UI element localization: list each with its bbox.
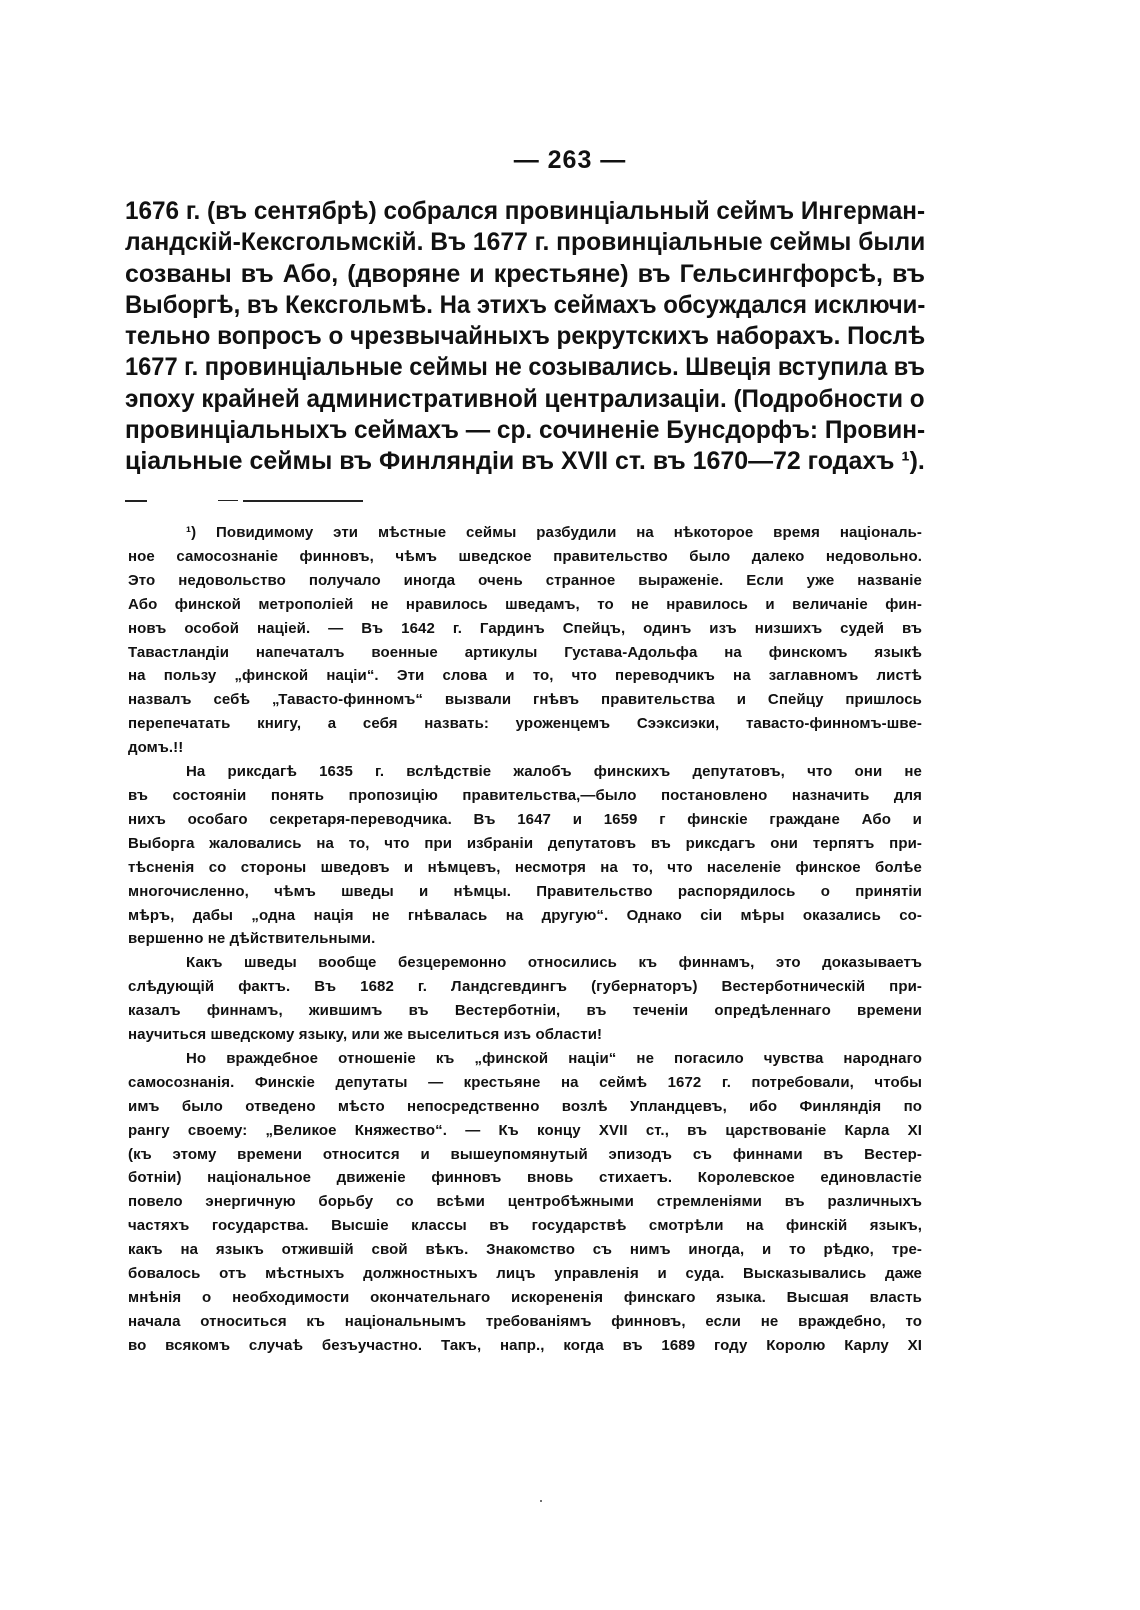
footnote-line: ¹) Повидимому эти мѣстные сеймы разбудили на нѣкоторое время національ- xyxy=(186,524,922,541)
footnote-separator xyxy=(218,500,238,501)
footnote-line: На риксдагѣ 1635 г. вслѣдствіе жалобъ финскихъ депутатовъ, что они не xyxy=(186,763,922,781)
footnote-line: назвалъ себѣ „Таваcто-финномъ“ вызвали гнѣвъ правительства и Спейцу пришлось xyxy=(128,691,922,709)
footnote-line: какъ на языкъ отжившій свой вѣкъ. Знакомство съ нимъ иногда, и то рѣдко, тре- xyxy=(128,1241,922,1259)
print-speck xyxy=(540,1500,542,1502)
footnote-line: рангу своему: „Великое Княжество“. — Къ концу XVII ст., въ царствованіе Карла XI xyxy=(128,1121,922,1139)
footnote-line: частяхъ государства. Высшіе классы въ государствѣ смотрѣли на финскій языкъ, xyxy=(128,1217,922,1235)
footnote-line: самосознанія. Финскіе депутаты — крестьяне на сеймѣ 1672 г. потребовали, чтобы xyxy=(128,1073,922,1091)
main-line: 1677 г. провинціальные сеймы не созывались. Швеція вступила въ xyxy=(125,353,925,382)
main-text xyxy=(125,196,925,478)
footnote-line: новъ особой націей. — Въ 1642 г. Гардинъ Спейцъ, одинъ изъ низшихъ судей въ xyxy=(128,619,922,637)
footnote-line: научиться шведскому языку, или же выселиться изъ области! xyxy=(128,1026,603,1044)
footnote-line: вершенно не дѣйствительными. xyxy=(128,930,376,948)
main-line: Выборгѣ, въ Кексгольмѣ. На этихъ сеймахъ обсуждался исключи- xyxy=(125,290,926,319)
footnotes xyxy=(128,521,922,1358)
footnote-line: начала относиться къ національнымъ требованіямъ финновъ, если не враждебно, то xyxy=(128,1312,922,1330)
footnote-line: Тавастландіи напечаталъ военные артикулы Густава-Адольфа на финскомъ языкѣ xyxy=(128,643,922,661)
footnote-line: ботніи) національное движеніе финновъ вновь стихаетъ. Королевское единовластіе xyxy=(128,1169,922,1187)
footnote-line: въ состояніи понять пропозицію правительства,—было постановлено назначить для xyxy=(128,786,922,804)
page-number: — 263 — xyxy=(513,146,627,174)
footnote-line: казалъ финнамъ, жившимъ въ Вестерботніи, въ теченіи опредѣленнаго времени xyxy=(128,1002,922,1020)
footnote-line: мнѣнія о необходимости окончательнаго искорененія финскаго языка. Высшая власть xyxy=(128,1289,922,1306)
footnote-line: (къ этому времени относится и вышеупомянутый эпизодъ съ финнами въ Вестер- xyxy=(128,1145,922,1163)
footnote-line: ное самосознаніе финновъ, чѣмъ шведское правительство было далеко недовольно. xyxy=(128,547,922,565)
footnote-line: домъ.!! xyxy=(128,739,184,757)
footnote-line: повело энергичную борьбу со всѣми центробѣжными стремленіями въ различныхъ xyxy=(128,1193,922,1211)
footnote-separator xyxy=(125,500,147,502)
main-line: провинціальныхъ сеймахъ — ср. сочиненіе Бунсдорфъ: Провин- xyxy=(125,416,926,445)
footnote-line: слѣдующій фактъ. Въ 1682 г. Ландсгевдингъ (губернаторъ) Вестерботническій при- xyxy=(128,978,922,996)
main-line: ціальные сеймы въ Финляндіи въ XVII ст. въ 1670—72 годахъ ¹). xyxy=(125,447,925,476)
main-line: созваны въ Або, (дворяне и крестьяне) въ Гельсингфорсѣ, въ xyxy=(125,259,925,288)
footnote-line: Какъ шведы вообще безцеремонно относились къ финнамъ, это доказываетъ xyxy=(186,954,922,972)
footnote-line: тѣсненія со стороны шведовъ и нѣмцевъ, несмотря на то, что населеніе финское болѣе xyxy=(128,858,922,876)
footnote-line: во всякомъ случаѣ безъучастно. Такъ, напр., когда въ 1689 году Королю Карлу XI xyxy=(128,1336,922,1354)
main-line: ландскій-Кексгольмскій. Въ 1677 г. провинціальные сеймы были xyxy=(125,228,926,257)
footnote-line: Но враждебное отношеніе къ „финской націи“ не погасило чувства народнаго xyxy=(186,1049,922,1067)
footnote-line: перепечатать книгу, а себя назвать: уроженцемъ Сээксиэки, тавасто-финномъ-шве- xyxy=(128,715,922,733)
footnote-line: Выборга жаловались на то, что при избраніи депутатовъ въ риксдагъ они терпятъ при- xyxy=(128,834,922,852)
footnote-separator xyxy=(243,500,363,502)
footnote-line: мѣръ, дабы „одна нація не гнѣвалась на другую“. Однако сіи мѣры оказались со- xyxy=(128,906,922,924)
footnote-line: бовалось отъ мѣстныхъ должностныхъ лицъ управленія и суда. Высказывались даже xyxy=(128,1265,922,1283)
footnote-line: на пользу „финской націи“. Эти слова и то, что переводчикъ на заглавномъ листѣ xyxy=(128,667,922,685)
main-line: эпоху крайней административной централизаціи. (Подробности о xyxy=(125,384,925,413)
main-line: тельно вопросъ о чрезвычайныхъ рекрутскихъ наборахъ. Послѣ xyxy=(125,322,926,351)
main-line: 1676 г. (въ сентябрѣ) собрался провинціальный сеймъ Ингерман- xyxy=(125,197,926,225)
footnote-line: Або финской метрополіей не нравилось шведамъ, то не нравилось и величаніе фин- xyxy=(128,595,922,613)
footnote-line: нихъ особаго секретаря-переводчика. Въ 1647 и 1659 г финскіе граждане Або и xyxy=(128,810,922,828)
footnote-line: многочисленно, чѣмъ шведы и нѣмцы. Правительство распорядилось о принятіи xyxy=(128,882,922,900)
footnote-line: имъ было отведено мѣсто непосредственно возлѣ Упландцевъ, ибо Финляндія по xyxy=(128,1097,922,1115)
footnote-line: Это недовольство получало иногда очень странное выраженіе. Если уже названіе xyxy=(128,571,922,589)
